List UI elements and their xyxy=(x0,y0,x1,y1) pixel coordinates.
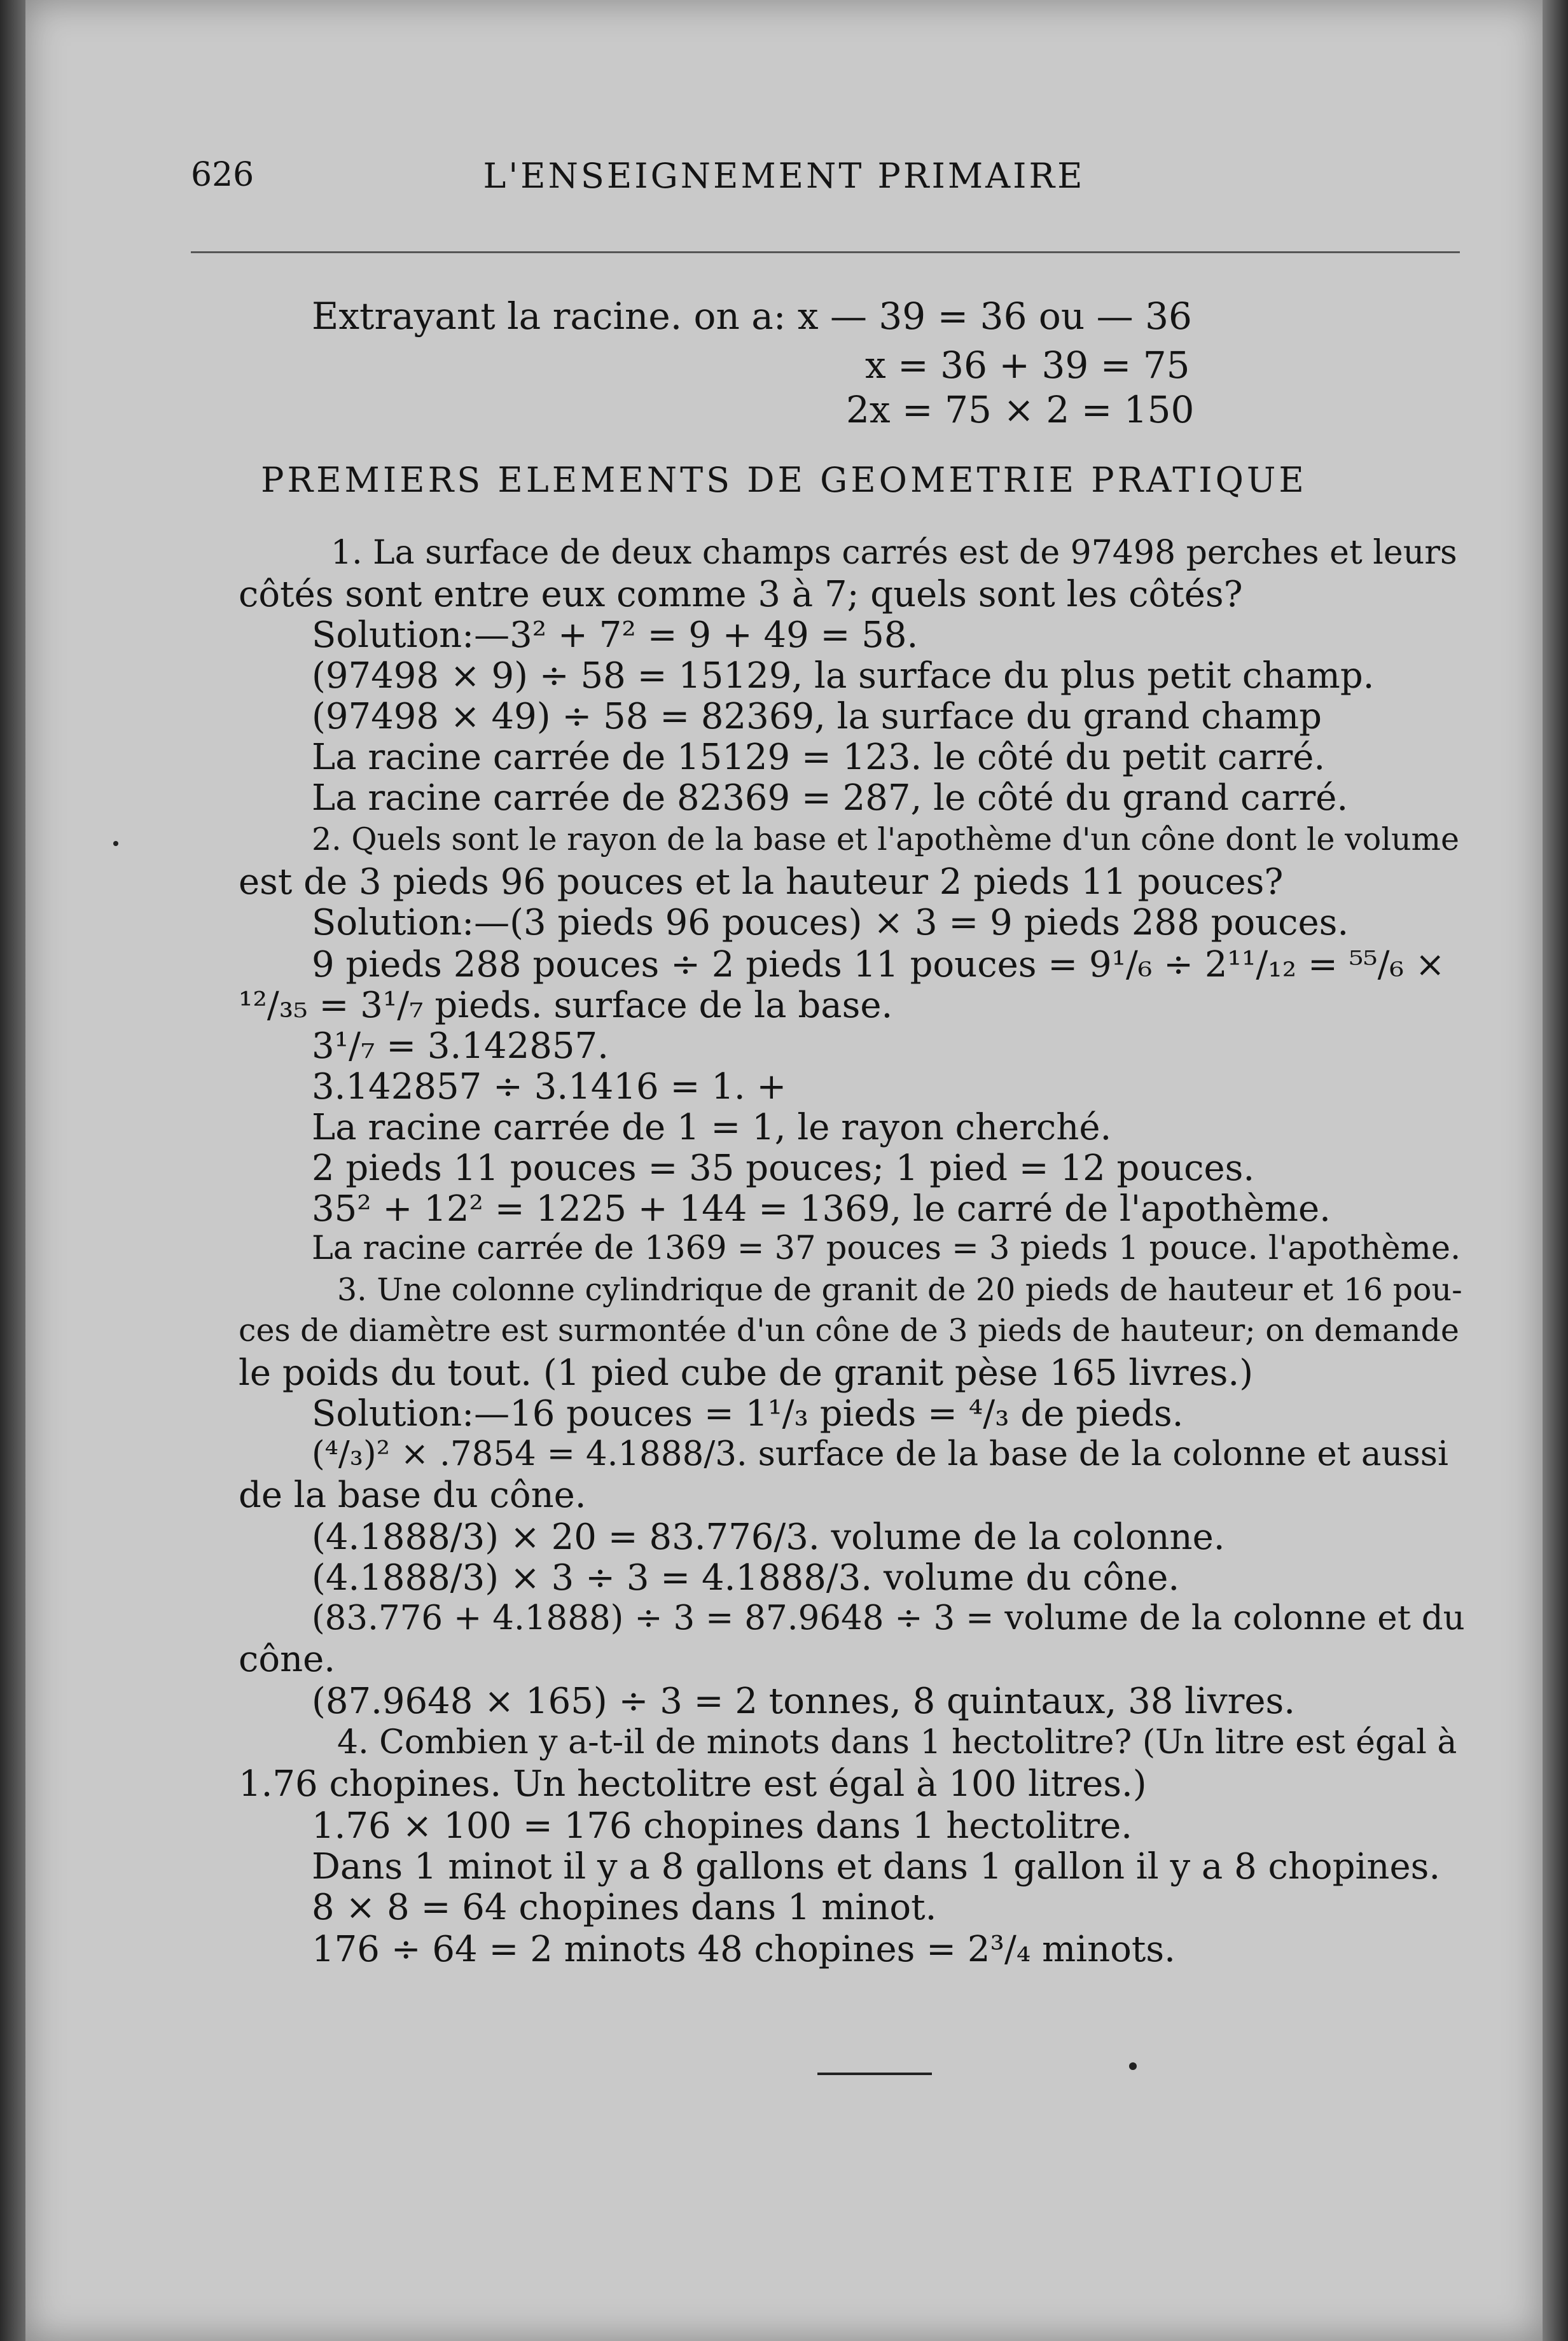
problem2-line-3: Solution:—(3 pieds 96 pouces) × 3 = 9 pieds 288 pouces. xyxy=(312,902,1349,943)
problem3-line-11: (87.9648 × 165) ÷ 3 = 2 tonnes, 8 quintaux, 38 livres. xyxy=(312,1681,1296,1722)
document-page xyxy=(25,0,1543,2341)
problem1-line-5: (97498 × 49) ÷ 58 = 82369, la surface du grand champ xyxy=(312,696,1322,737)
problem3-line-3: le poids du tout. (1 pied cube de granit pèse 165 livres.) xyxy=(239,1352,1254,1394)
section-title: PREMIERS ELEMENTS DE GEOMETRIE PRATIQUE xyxy=(261,460,1307,500)
problem3-line-4: Solution:—16 pouces = 1¹/₃ pieds = ⁴/₃ de pieds. xyxy=(312,1393,1184,1434)
problem3-line-7: (4.1888/3) × 20 = 83.776/3. volume de la colonne. xyxy=(312,1517,1225,1558)
end-rule xyxy=(817,2073,932,2075)
problem4-line-2: 1.76 chopines. Un hectolitre est égal à 100 litres.) xyxy=(239,1763,1147,1805)
problem4-line-3: 1.76 × 100 = 176 chopines dans 1 hectolitre. xyxy=(312,1805,1133,1847)
page-edge-right xyxy=(1543,0,1568,2341)
problem1-line-1: 1. La surface de deux champs carrés est de 97498 perches et leurs xyxy=(331,534,1457,572)
problem2-line-2: est de 3 pieds 96 pouces et la hauteur 2 pieds 11 pouces? xyxy=(239,861,1284,903)
problem4-line-1: 4. Combien y a-t-il de minots dans 1 hectolitre? (Un litre est égal à xyxy=(337,1723,1457,1761)
problem2-line-1: 2. Quels sont le rayon de la base et l'apothème d'un cône dont le volume xyxy=(312,821,1460,858)
intro-line-1: Extrayant la racine. on a: x — 39 = 36 ou — 36 xyxy=(312,295,1192,338)
problem2-line-11: La racine carrée de 1369 = 37 pouces = 3 pieds 1 pouce. l'apothème. xyxy=(312,1230,1461,1267)
problem2-line-7: 3.142857 ÷ 3.1416 = 1. + xyxy=(312,1066,787,1108)
problem1-line-3: Solution:—3² + 7² = 9 + 49 = 58. xyxy=(312,615,919,656)
problem2-line-8: La racine carrée de 1 = 1, le rayon cherché. xyxy=(312,1107,1112,1148)
header-rule xyxy=(191,251,1460,253)
problem3-line-8: (4.1888/3) × 3 ÷ 3 = 4.1888/3. volume du cône. xyxy=(312,1557,1180,1599)
problem1-line-4: (97498 × 9) ÷ 58 = 15129, la surface du plus petit champ. xyxy=(312,655,1375,697)
problem4-line-5: 8 × 8 = 64 chopines dans 1 minot. xyxy=(312,1887,937,1928)
problem3-line-1: 3. Une colonne cylindrique de granit de 20 pieds de hauteur et 16 pou- xyxy=(337,1272,1462,1308)
page-header xyxy=(25,156,1543,200)
problem3-line-9: (83.776 + 4.1888) ÷ 3 = 87.9648 ÷ 3 = volume de la colonne et du xyxy=(312,1599,1465,1637)
speck-mark xyxy=(113,841,118,846)
intro-line-2: x = 36 + 39 = 75 xyxy=(865,344,1190,387)
problem1-line-7: La racine carrée de 82369 = 287, le côté du grand carré. xyxy=(312,777,1349,819)
intro-line-3: 2x = 75 × 2 = 150 xyxy=(846,388,1195,431)
problem3-line-5: (⁴/₃)² × .7854 = 4.1888/3. surface de la base de la colonne et aussi xyxy=(312,1434,1448,1473)
problem1-line-2: côtés sont entre eux comme 3 à 7; quels sont les côtés? xyxy=(239,574,1243,615)
problem4-line-4: Dans 1 minot il y a 8 gallons et dans 1 gallon il y a 8 chopines. xyxy=(312,1846,1441,1887)
page-edge-left xyxy=(0,0,25,2341)
problem3-line-10: cône. xyxy=(239,1639,336,1680)
problem2-line-10: 35² + 12² = 1225 + 144 = 1369, le carré de l'apothème. xyxy=(312,1188,1331,1230)
problem2-line-9: 2 pieds 11 pouces = 35 pouces; 1 pied = 12 pouces. xyxy=(312,1148,1255,1189)
problem4-line-6: 176 ÷ 64 = 2 minots 48 chopines = 2³/₄ minots. xyxy=(312,1929,1176,1970)
problem2-line-6: 3¹/₇ = 3.142857. xyxy=(312,1025,609,1067)
problem2-line-5: ¹²/₃₅ = 3¹/₇ pieds. surface de la base. xyxy=(239,985,893,1026)
running-title: L'ENSEIGNEMENT PRIMAIRE xyxy=(483,156,1085,196)
problem1-line-6: La racine carrée de 15129 = 123. le côté du petit carré. xyxy=(312,737,1326,778)
problem3-line-2: ces de diamètre est surmontée d'un cône de 3 pieds de hauteur; on demande xyxy=(239,1312,1459,1349)
page-number: 626 xyxy=(191,156,254,194)
problem3-line-6: de la base du cône. xyxy=(239,1475,586,1516)
problem2-line-4: 9 pieds 288 pouces ÷ 2 pieds 11 pouces = 9¹/₆ ÷ 2¹¹/₁₂ = ⁵⁵/₆ × xyxy=(312,944,1445,985)
speck-mark xyxy=(1129,2062,1137,2070)
